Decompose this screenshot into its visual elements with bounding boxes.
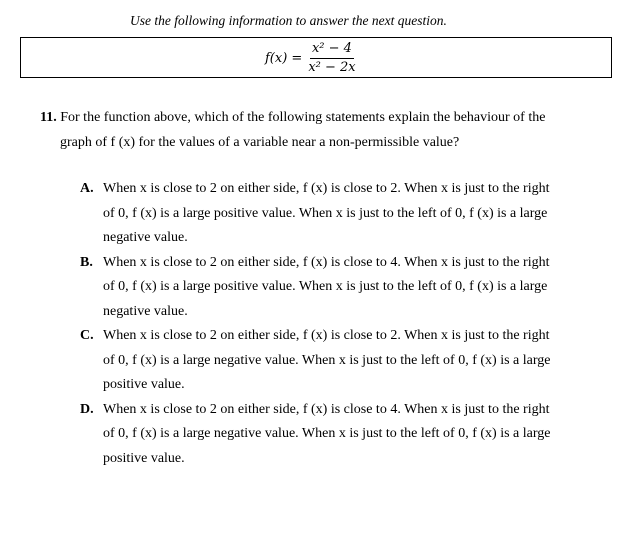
option-b[interactable]: [80, 251, 580, 325]
option-letter: A.: [80, 181, 94, 196]
option-text-line: of 0, f (x) is a large negative value. When x is just to the left of 0, f (x) is a large: [103, 352, 551, 368]
function-formula: [265, 41, 358, 76]
option-c[interactable]: [80, 324, 580, 398]
instruction-text: Use the following information to answer the next question.: [130, 13, 447, 28]
option-a[interactable]: [80, 177, 580, 251]
option-text-line: positive value.: [103, 450, 185, 466]
option-text-line: of 0, f (x) is a large positive value. When x is just to the left of 0, f (x) is a large: [103, 279, 548, 294]
option-letter: B.: [80, 254, 93, 270]
option-text-line: negative value.: [103, 303, 188, 319]
option-text-line: When x is close to 2 on either side, f (x) is close to 4. When x is just to the right: [103, 401, 550, 417]
option-letter: D.: [80, 401, 94, 417]
option-text-line: of 0, f (x) is a large negative value. When x is just to the left of 0, f (x) is a large: [103, 426, 551, 441]
question-text-line-2: graph of f (x) for the values of a variable near a non-permissible value?: [60, 135, 460, 150]
option-d[interactable]: [80, 398, 580, 472]
option-text-line: of 0, f (x) is a large positive value. When x is just to the left of 0, f (x) is a large: [103, 205, 548, 221]
option-text-line: When x is close to 2 on either side, f (x) is close to 2. When x is just to the right: [103, 181, 550, 196]
question-block: [40, 105, 570, 155]
formula-numerator: x² − 4: [310, 41, 354, 59]
option-letter: C.: [80, 328, 94, 343]
option-text-line: positive value.: [103, 377, 185, 392]
formula-denominator: x² − 2x: [308, 60, 356, 75]
option-text-line: negative value.: [103, 230, 188, 245]
question-number: 11.: [40, 110, 57, 125]
question-text-line-1: For the function above, which of the following statements explain the behaviour of the: [60, 110, 546, 125]
formula-lhs: f(x) =: [265, 51, 303, 66]
formula-fraction: [306, 41, 357, 76]
option-text-line: When x is close to 2 on either side, f (x) is close to 4. When x is just to the right: [103, 254, 550, 270]
answer-options: [80, 177, 580, 471]
option-text-line: When x is close to 2 on either side, f (x) is close to 2. When x is just to the right: [103, 328, 550, 343]
information-box: [20, 37, 612, 78]
